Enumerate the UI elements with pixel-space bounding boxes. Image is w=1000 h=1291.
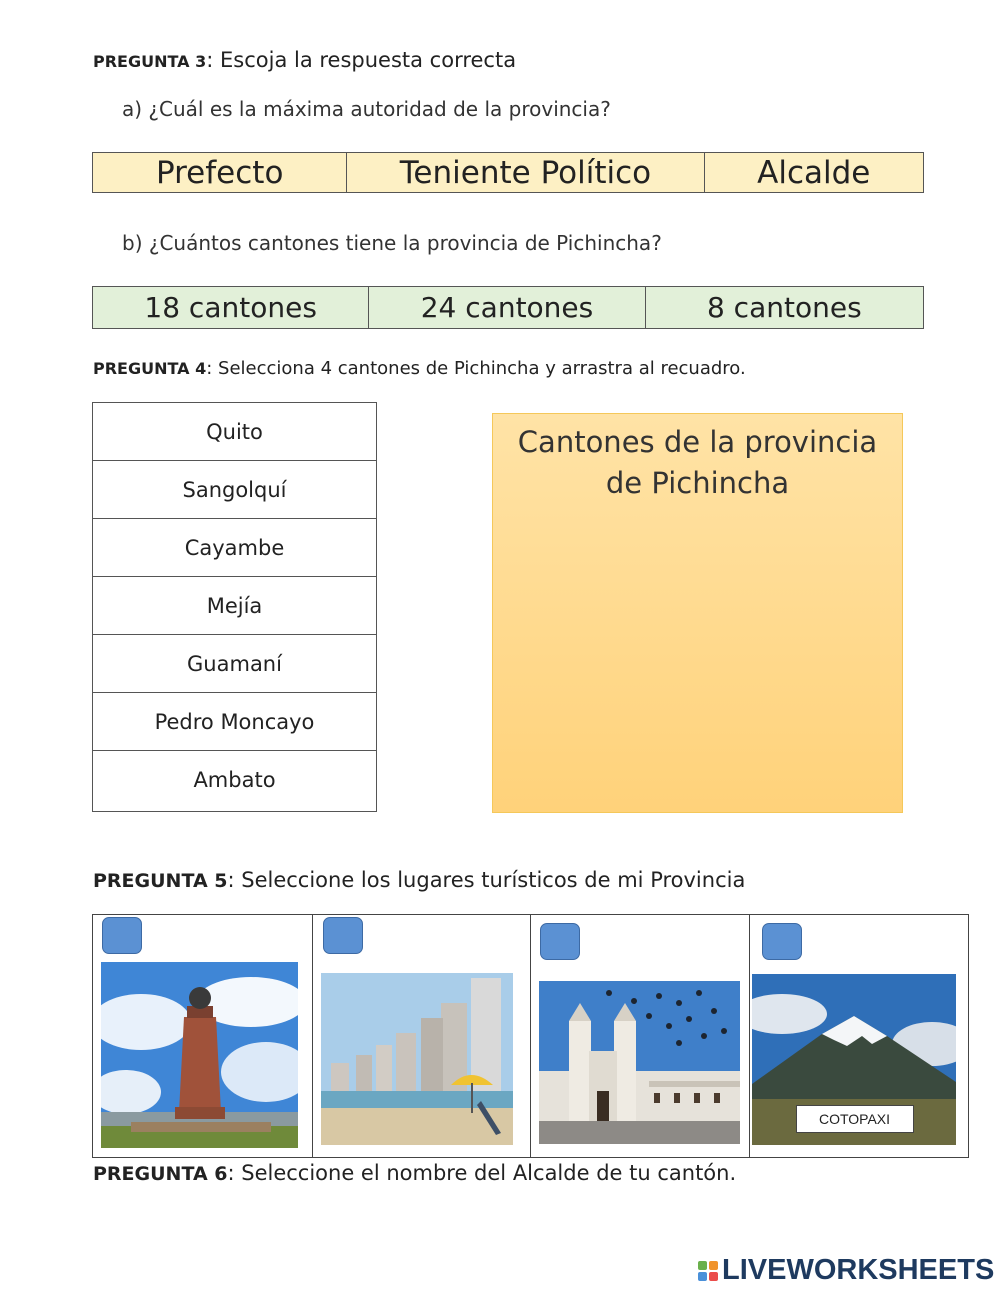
question-6-heading [93, 1161, 736, 1185]
drop-zone-title-line1: Cantones de la provincia [517, 425, 878, 459]
drop-zone-title-line2: de Pichincha [605, 466, 790, 500]
volcano-caption: COTOPAXI [796, 1105, 914, 1133]
question-3-heading [93, 48, 516, 72]
question-3-text: : Escoja la respuesta correcta [206, 48, 517, 72]
checkbox-church[interactable] [540, 923, 580, 960]
canton-item-sangolqui[interactable]: Sangolquí [93, 461, 376, 519]
question-3-label: PREGUNTA 3 [93, 52, 207, 71]
question-6-label: PREGUNTA 6 [93, 1163, 228, 1185]
option-24-cantones[interactable]: 24 cantones [369, 287, 645, 328]
canton-list [92, 402, 377, 812]
question-4-heading [93, 358, 746, 379]
photo-cell-beach [313, 915, 532, 1157]
question-6-text: : Seleccione el nombre del Alcalde de tu cantón. [227, 1161, 737, 1185]
photo-cell-church [531, 915, 750, 1157]
question-3a-options [92, 152, 924, 193]
question-3b-text: b) ¿Cuántos cantones tiene la provincia de Pichincha? [122, 231, 662, 255]
beach-photo [321, 973, 513, 1145]
canton-drop-zone[interactable] [492, 413, 903, 813]
canton-item-quito[interactable]: Quito [93, 403, 376, 461]
monument-photo [101, 962, 298, 1148]
option-8-cantones[interactable]: 8 cantones [706, 291, 862, 324]
question-3a-text: a) ¿Cuál es la máxima autoridad de la provincia? [122, 97, 611, 121]
liveworksheets-logo-text: LIVEWORKSHEETS [722, 1254, 995, 1286]
liveworksheets-logo [698, 1254, 994, 1287]
canton-item-pedro-moncayo[interactable]: Pedro Moncayo [93, 693, 376, 751]
question-4-text: : Selecciona 4 cantones de Pichincha y arrastra al recuadro. [206, 358, 746, 379]
option-teniente-politico[interactable]: Teniente Político [347, 153, 704, 192]
option-alcalde[interactable]: Alcalde [757, 154, 871, 191]
checkbox-monument[interactable] [102, 917, 142, 954]
option-18-cantones[interactable]: 18 cantones [93, 287, 369, 328]
question-4-label: PREGUNTA 4 [93, 359, 207, 378]
canton-item-ambato[interactable]: Ambato [193, 768, 276, 792]
option-prefecto[interactable]: Prefecto [93, 153, 347, 192]
checkbox-beach[interactable] [323, 917, 363, 954]
tourist-photo-row [92, 914, 969, 1158]
question-5-heading [93, 868, 745, 892]
photo-cell-monument [93, 915, 313, 1157]
liveworksheets-logo-icon [698, 1261, 718, 1281]
question-5-label: PREGUNTA 5 [93, 870, 228, 892]
photo-cell-volcano [750, 915, 969, 1157]
question-5-text: : Seleccione los lugares turísticos de mi Provincia [227, 868, 746, 892]
question-3b-options [92, 286, 924, 329]
checkbox-volcano[interactable] [762, 923, 802, 960]
canton-item-mejia[interactable]: Mejía [93, 577, 376, 635]
canton-item-guamani[interactable]: Guamaní [93, 635, 376, 693]
church-photo [539, 981, 740, 1144]
canton-item-cayambe[interactable]: Cayambe [93, 519, 376, 577]
